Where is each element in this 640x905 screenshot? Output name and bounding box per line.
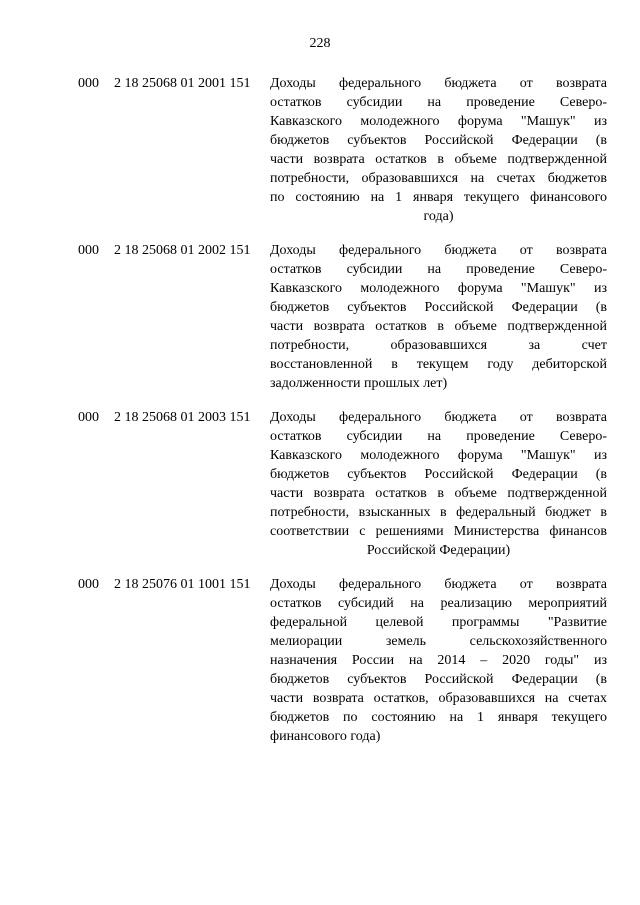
description-line: Доходы федерального бюджета от возврата bbox=[270, 76, 607, 91]
admin-code: 000 bbox=[78, 76, 99, 91]
income-description bbox=[270, 575, 607, 746]
description-line: федеральной целевой программы "Развитие bbox=[270, 615, 607, 630]
description-line: по состоянию на 1 января текущего финансового bbox=[270, 190, 607, 205]
description-line: остатков субсидии на проведение Северо- bbox=[270, 429, 607, 444]
income-description bbox=[270, 408, 607, 560]
description-line: Кавказского молодежного форума "Машук" из bbox=[270, 448, 607, 463]
admin-code: 000 bbox=[78, 243, 99, 258]
budget-classification-code: 2 18 25068 01 2001 151 bbox=[114, 76, 251, 91]
budget-classification-code: 2 18 25068 01 2003 151 bbox=[114, 410, 251, 425]
description-line: бюджетов субъектов Российской Федерации (в bbox=[270, 672, 607, 687]
description-line: части возврата остатков в объеме подтвержденной bbox=[270, 319, 607, 334]
description-line: восстановленной в текущем году дебиторской bbox=[270, 357, 607, 372]
description-line: потребности, образовавшихся за счет bbox=[270, 338, 607, 353]
description-line: Доходы федерального бюджета от возврата bbox=[270, 410, 607, 425]
description-line: года) bbox=[423, 209, 454, 224]
description-line: Кавказского молодежного форума "Машук" из bbox=[270, 114, 607, 129]
description-line: задолженности прошлых лет) bbox=[270, 376, 448, 391]
table-row bbox=[0, 575, 640, 746]
income-description bbox=[270, 241, 607, 393]
description-line: бюджетов субъектов Российской Федерации (в bbox=[270, 133, 607, 148]
description-line: назначения России на 2014 – 2020 годы" из bbox=[270, 653, 607, 668]
description-line: бюджетов по состоянию на 1 января текущего bbox=[270, 710, 607, 725]
admin-code: 000 bbox=[78, 410, 99, 425]
description-line: Кавказского молодежного форума "Машук" из bbox=[270, 281, 607, 296]
description-line: остатков субсидии на проведение Северо- bbox=[270, 262, 607, 277]
description-line: бюджетов субъектов Российской Федерации (в bbox=[270, 300, 607, 315]
description-line: части возврата остатков в объеме подтвержденной bbox=[270, 486, 607, 501]
table-row bbox=[0, 408, 640, 560]
table-row bbox=[0, 241, 640, 393]
admin-code: 000 bbox=[78, 577, 99, 592]
income-codes-table bbox=[0, 74, 640, 761]
description-line: части возврата остатков, образовавшихся на счетах bbox=[270, 691, 607, 706]
budget-classification-code: 2 18 25076 01 1001 151 bbox=[114, 577, 251, 592]
table-row bbox=[0, 74, 640, 226]
page-number: 228 bbox=[309, 36, 331, 51]
description-line: потребности, взысканных в федеральный бюджет в bbox=[270, 505, 607, 520]
description-line: финансового года) bbox=[270, 729, 381, 744]
description-line: Российской Федерации) bbox=[366, 543, 511, 558]
description-line: потребности, образовавшихся на счетах бюджетов bbox=[270, 171, 607, 186]
description-line: Доходы федерального бюджета от возврата bbox=[270, 243, 607, 258]
income-description bbox=[270, 74, 607, 226]
budget-classification-code: 2 18 25068 01 2002 151 bbox=[114, 243, 251, 258]
description-line: остатков субсидий на реализацию мероприятий bbox=[270, 596, 607, 611]
description-line: остатков субсидии на проведение Северо- bbox=[270, 95, 607, 110]
description-line: бюджетов субъектов Российской Федерации (в bbox=[270, 467, 607, 482]
description-line: части возврата остатков в объеме подтвержденной bbox=[270, 152, 607, 167]
description-line: соответствии с решениями Министерства финансов bbox=[270, 524, 607, 539]
description-line: Доходы федерального бюджета от возврата bbox=[270, 577, 607, 592]
description-line: мелиорации земель сельскохозяйственного bbox=[270, 634, 607, 649]
